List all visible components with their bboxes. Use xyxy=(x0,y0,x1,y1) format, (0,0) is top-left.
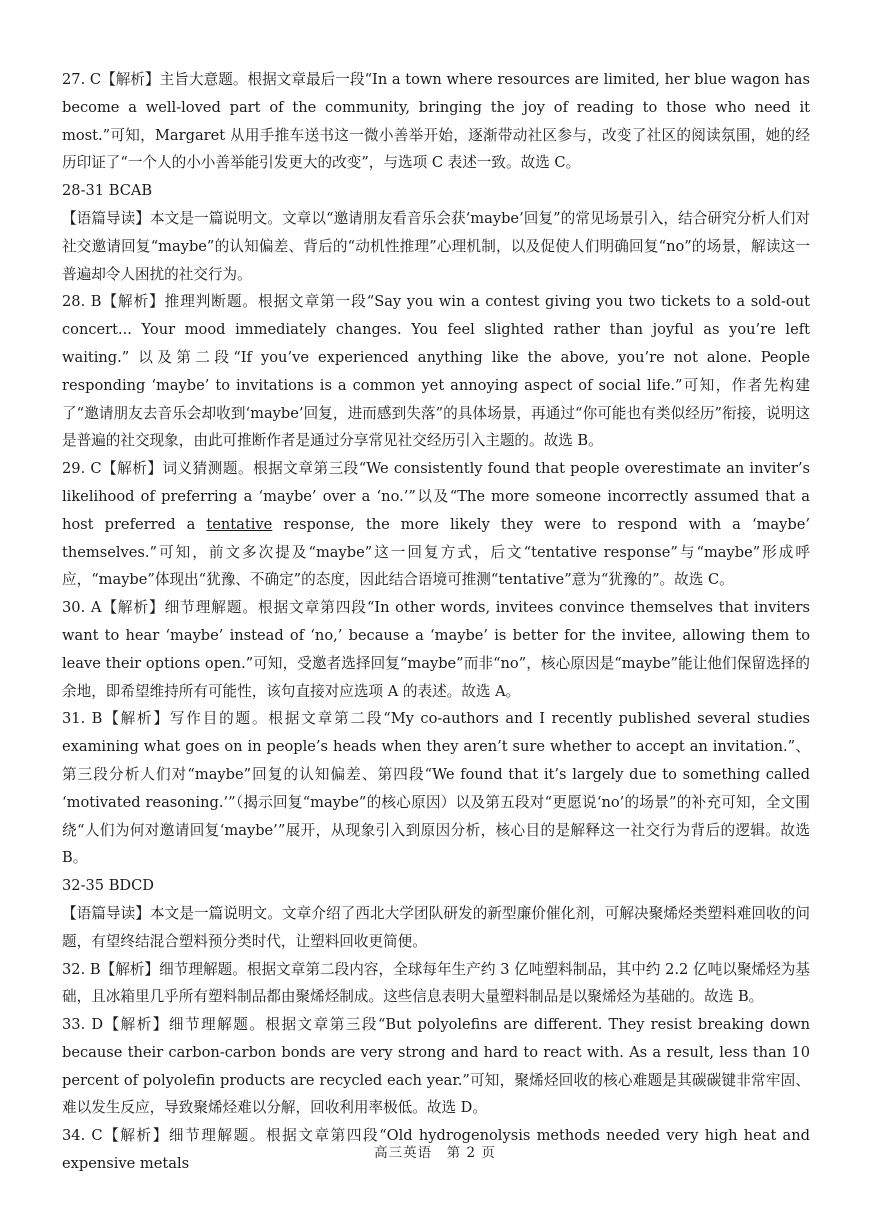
passage-guide-b: 【语篇导读】本文是一篇说明文。文章以“邀请朋友看音乐会获‘maybe’回复”的常见场景引入，结合研究分析人们对社交邀请回复“maybe”的认知偏差、背后的“动机性推理”心理机制，以及促使人们明确回复“no”的场景，解读这一普遍却令人困扰的社交行为。 xyxy=(62,209,810,283)
passage-guide-c: 【语篇导读】本文是一篇说明文。文章介绍了西北大学团队研发的新型廉价催化剂，可解决聚烯烃类塑料难回收的问题，有望终结混合塑料预分类时代，让塑料回收更简便。 xyxy=(62,904,810,950)
answer-31: 31. B【解析】写作目的题。根据文章第二段“My co-authors and I recently published several studies examining what goes on in people’s heads when they aren’t sure whether to accept an invitation.”、第三段分析人们对“maybe”回复的认知偏差、第四段“We found that it’s largely due to something called ‘motivated reasoning.’”（揭示回复“maybe”的核心原因）以及第五段对“更愿说‘no’的场景”的补充可知，全文围绕“人们为何对邀请回复‘maybe’”展开，从现象引入到原因分析，核心目的是解释这一社交行为背后的逻辑。故选 B。 xyxy=(62,710,810,867)
answer-key-text xyxy=(62,66,810,1178)
answer-29-part1: 29. C【解析】词义猜测题。根据文章第三段“We consistently found that people overestimate an inviter’s likelihood of preferring a ‘maybe’ over a ‘no.’”以及“The more someone incorrectly assumed that a host preferred a xyxy=(62,460,810,533)
answer-28: 28. B【解析】推理判断题。根据文章第一段“Say you win a contest giving you two tickets to a sold-out concert... Your mood immediately changes. You feel slighted rather than joyful as you’re left waiting.” 以及第二段“If you’ve experienced anything like the above, you’re not alone. People responding ‘maybe’ to invitations is a common yet annoying aspect of social life.”可知，作者先构建了“邀请朋友去音乐会却收到‘maybe’回复，进而感到失落”的具体场景，再通过“你可能也有类似经历”衔接，说明这是普遍的社交现象，由此可推断作者是通过分享常见社交经历引入主题的。故选 B。 xyxy=(62,293,810,450)
answer-32: 32. B【解析】细节理解题。根据文章第二段内容，全球每年生产约 3 亿吨塑料制品，其中约 2.2 亿吨以聚烯烃为基础，且冰箱里几乎所有塑料制品都由聚烯烃制成。这些信息表明大量塑料制品是以聚烯烃为基础的。故选 B。 xyxy=(62,960,810,1006)
answer-33: 33. D【解析】细节理解题。根据文章第三段“But polyolefins are different. They resist breaking down because their carbon-carbon bonds are very strong and hard to react with. As a result, less than 10 percent of polyolefin products are recycled each year.”可知，聚烯烃回收的核心难题是其碳碳键非常牢固、难以发生反应，导致聚烯烃难以分解，回收利用率极低。故选 D。 xyxy=(62,1016,810,1117)
answer-27: 27. C【解析】主旨大意题。根据文章最后一段“In a town where resources are limited, her blue wagon has become a well-loved part of the community, bringing the joy of reading to those who need it most.”可知，Margaret 从用手推车送书这一微小善举开始，逐渐带动社区参与，改变了社区的阅读氛围，她的经历印证了“一个人的小小善举能引发更大的改变”，与选项 C 表述一致。故选 C。 xyxy=(62,71,810,172)
answer-range-28-31: 28-31 BCAB xyxy=(62,182,153,200)
underlined-word-tentative: tentative xyxy=(206,515,273,533)
answer-30: 30. A【解析】细节理解题。根据文章第四段“In other words, invitees convince themselves that inviters want to hear ‘maybe’ instead of ‘no,’ because a ‘maybe’ is better for the invitee, allowing them to leave their options open.”可知，受邀者选择回复“maybe”而非“no”，核心原因是“maybe”能让他们保留选择的余地，即希望维持所有可能性，该句直接对应选项 A 的表述。故选 A。 xyxy=(62,599,810,700)
answer-34: 34. C【解析】细节理解题。根据文章第四段“Old hydrogenolysis methods needed very high heat and expensive metals xyxy=(62,1127,810,1173)
answer-29 xyxy=(62,455,810,594)
answer-29-part2: response, the more likely they were to respond with a ‘maybe’ themselves.”可知，前文多次提及“maybe”这一回复方式，后文“tentative response”与“maybe”形成呼应，“maybe”体现出“犹豫、不确定”的态度，因此结合语境可推测“tentative”意为“犹豫的”。故选 C。 xyxy=(62,515,810,589)
page-footer: 高三英语 第 2 页 xyxy=(374,1145,496,1161)
answer-range-32-35: 32-35 BDCD xyxy=(62,877,155,895)
